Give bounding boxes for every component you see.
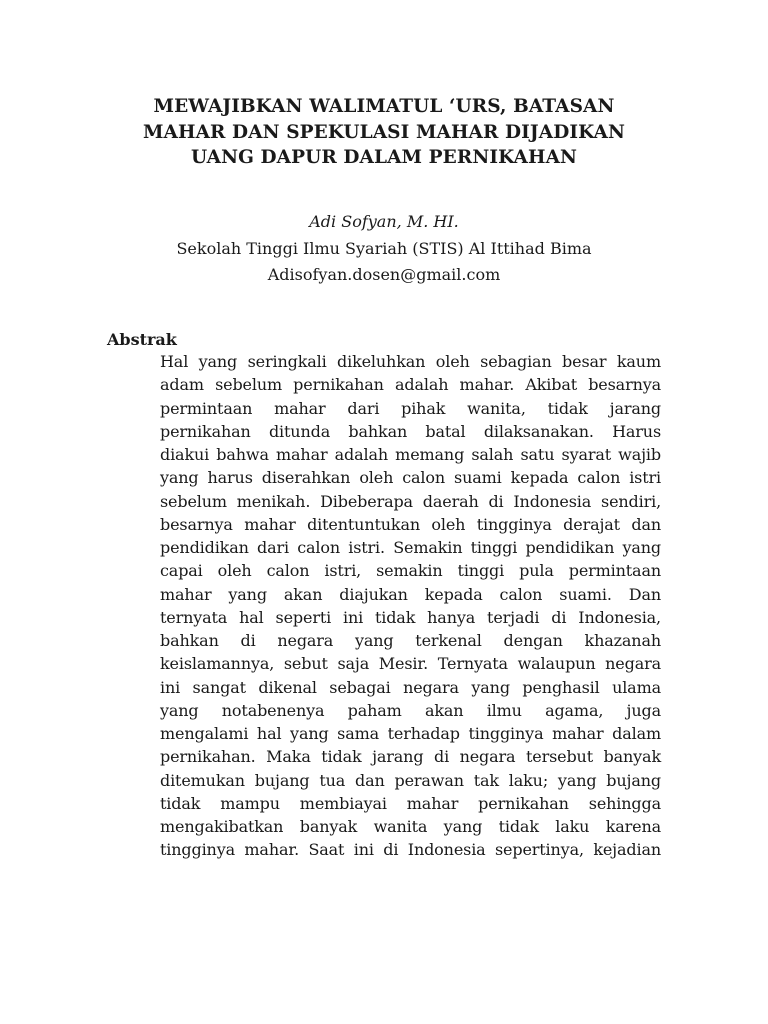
abstract-line: mengalami hal yang sama terhadap tingginya mahar dalam (160, 724, 661, 743)
abstract-line: pernikahan. Maka tidak jarang di negara tersebut banyak (160, 747, 661, 767)
abstract-line: mahar yang akan diajukan kepada calon suami. Dan (160, 584, 661, 604)
paper-title (100, 94, 668, 171)
abstract-line: adam sebelum pernikahan adalah mahar. Akibat besarnya (160, 375, 661, 395)
author-name: Adi Sofyan, M. HI. (309, 212, 459, 231)
author-block (100, 209, 668, 289)
abstract-line: ternyata hal seperti ini tidak hanya terjadi di Indonesia, (160, 607, 661, 627)
paper-title-line: UANG DAPUR DALAM PERNIKAHAN (190, 147, 578, 168)
author-email: Adisofyan.dosen@gmail.com (267, 265, 501, 284)
abstract-line: capai oleh calon istri, semakin tinggi pula permintaan (160, 561, 661, 581)
abstract-line: yang harus diserahkan oleh calon suami kepada calon istri (160, 468, 661, 488)
abstract-line: permintaan mahar dari pihak wanita, tidak jarang (160, 398, 661, 418)
abstract-line: sebelum menikah. Dibeberapa daerah di Indonesia sendiri, (160, 491, 661, 511)
abstract-line: yang notabenenya paham akan ilmu agama, juga (160, 700, 661, 720)
author-affiliation: Sekolah Tinggi Ilmu Syariah (STIS) Al Ittihad Bima (176, 238, 592, 258)
abstract-body (160, 350, 661, 862)
abstract-line: Hal yang seringkali dikeluhkan oleh sebagian besar kaum (160, 352, 661, 371)
abstract-line: tidak mampu membiayai mahar pernikahan sehingga (160, 793, 661, 813)
abstract-line: ditemukan bujang tua dan perawan tak laku; yang bujang (160, 770, 661, 790)
abstract-line: besarnya mahar ditentuntukan oleh tingginya derajat dan (160, 514, 661, 534)
abstract-line: tingginya mahar. Saat ini di Indonesia sepertinya, kejadian (160, 840, 661, 860)
abstract-heading: Abstrak (107, 330, 177, 349)
abstract-line: mengakibatkan banyak wanita yang tidak laku karena (160, 817, 661, 836)
abstract-line: keislamannya, sebut saja Mesir. Ternyata walaupun negara (160, 654, 661, 674)
paper-title-line: MAHAR DAN SPEKULASI MAHAR DIJADIKAN (142, 121, 626, 143)
paper-title-line: MEWAJIBKAN WALIMATUL ‘URS, BATASAN (153, 96, 615, 117)
abstract-line: diakui bahwa mahar adalah memang salah satu syarat wajib (160, 445, 661, 464)
abstract-line: pernikahan ditunda bahkan batal dilaksanakan. Harus (160, 421, 661, 441)
abstract-line: bahkan di negara yang terkenal dengan khazanah (160, 631, 661, 650)
abstract-line: pendidikan dari calon istri. Semakin tinggi pendidikan yang (160, 538, 661, 557)
abstract-line: ini sangat dikenal sebagai negara yang penghasil ulama (160, 677, 661, 697)
